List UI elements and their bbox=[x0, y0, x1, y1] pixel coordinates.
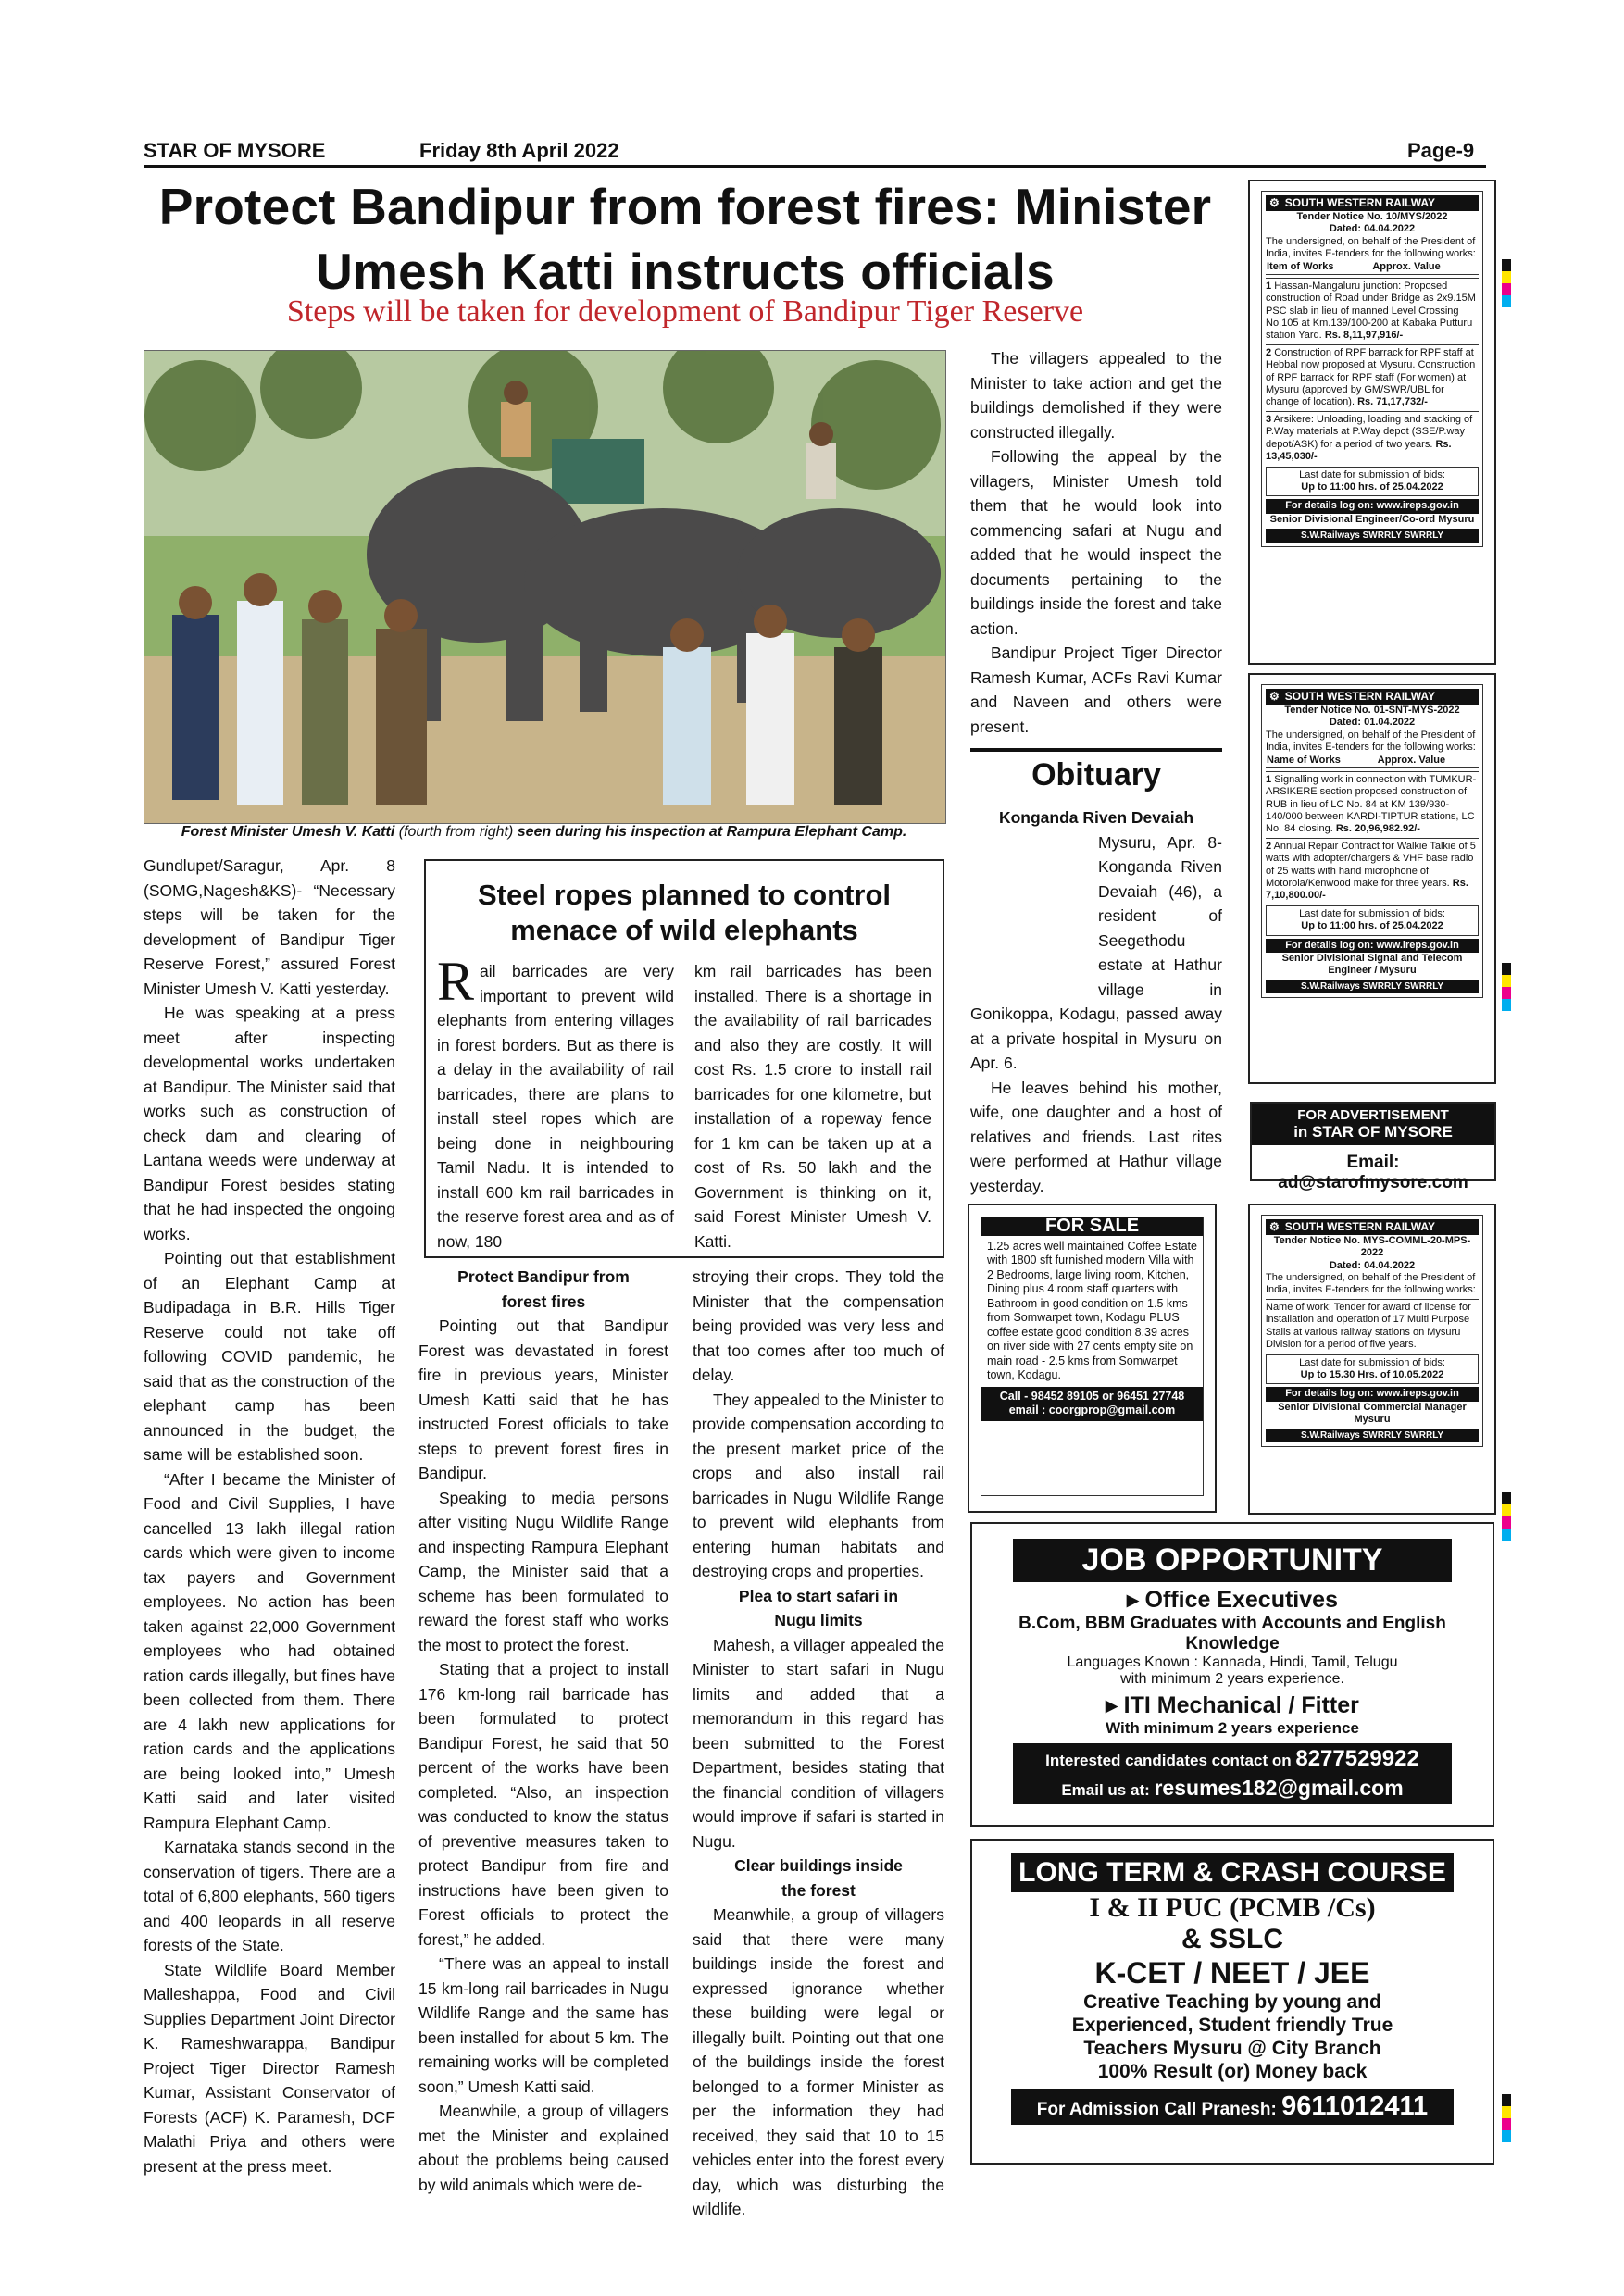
last-date-box bbox=[1266, 1354, 1479, 1384]
railway-logo-icon: ⚙ bbox=[1269, 690, 1280, 703]
course-contact bbox=[1011, 2089, 1454, 2125]
sale-title: FOR SALE bbox=[981, 1217, 1203, 1236]
paragraph: Pointing out that Bandipur Forest was devastated in forest fire in previous years, Minister Umesh Katti said that he has instructed Forest officials to take steps to prevent forest fires in Bandipur. bbox=[418, 1316, 668, 1482]
course-line-6: Teachers Mysuru @ City Branch bbox=[1083, 2038, 1381, 2059]
sidebar-column-2 bbox=[694, 959, 931, 1254]
subheading-buildings: Clear buildings inside the forest bbox=[734, 1856, 903, 1900]
sidebar-text-1: ail barricades are very important to prevent wild elephants from entering villages in forest borders. But as there is a delay in the availability of rail barricades, there are plans to install steel ropes which are being done in neighbouring Tamil Nadu. It is intended to install 600 km rail barricades in the reserve forest area and as of now, 180 bbox=[437, 962, 674, 1251]
railway-name: SOUTH WESTERN RAILWAY bbox=[1284, 690, 1435, 703]
job-requirement: B.Com, BBM Graduates with Accounts and English Knowledge bbox=[1018, 1614, 1446, 1653]
paragraph: The villagers appealed to the Minister to take action and get the buildings demolished if they were constructed illegally. bbox=[970, 349, 1222, 442]
item-no: 1 bbox=[1266, 774, 1272, 786]
tender-intro: The undersigned, on behalf of the President of India, invites E-tenders for the following works: bbox=[1266, 235, 1476, 259]
color-marks-middle bbox=[1502, 1492, 1511, 1541]
job-languages: Languages Known : Kannada, Hindi, Tamil, Telugu bbox=[1067, 1654, 1398, 1670]
course-contact-label: For Admission Call Pranesh: bbox=[1036, 2100, 1282, 2119]
railway-logo-icon: ⚙ bbox=[1269, 196, 1280, 209]
railway-banner bbox=[1266, 1219, 1479, 1235]
caption-part-2: (fourth from right) bbox=[398, 824, 514, 840]
article-column-2 bbox=[418, 1265, 668, 2197]
item-value: Rs. 13,45,030/- bbox=[1266, 438, 1452, 462]
course-ad bbox=[970, 1839, 1494, 2165]
course-line-5: Experienced, Student friendly True bbox=[1071, 2015, 1393, 2036]
item-work: Annual Repair Contract for Walkie Talkie of 5 watts with adopter/chargers & VHF base radio of 25 watts with hand microphone of Motorola/Kenwood make for three years. bbox=[1266, 841, 1476, 889]
paragraph: State Wildlife Board Member Malleshappa, Food and Civil Supplies Department Joint Director K. Rameshwarappa, Bandipur Project Tiger Director Ramesh Kumar, Assistant Conservator of Forests (ACF) K. Paramesh, DCF Malathi Priya and others were present at the press meet. bbox=[144, 1960, 395, 2176]
course-line-4: Creative Teaching by young and bbox=[1083, 1991, 1381, 2013]
tender-number: Tender Notice No. MYS-COMML-20-MPS-2022 bbox=[1273, 1235, 1471, 1259]
obituary-name: Konganda Riven Devaiah bbox=[998, 808, 1194, 827]
tender-number: Tender Notice No. 01-SNT-MYS-2022 bbox=[1284, 705, 1460, 717]
article-column-3 bbox=[693, 1265, 944, 2222]
item-no: 2 bbox=[1266, 347, 1272, 359]
role-2-label: ITI Mechanical / Fitter bbox=[1123, 1692, 1359, 1718]
tender-number: Tender Notice No. 10/MYS/2022 bbox=[1296, 211, 1448, 223]
advt-line-2: in STAR OF MYSORE bbox=[1252, 1123, 1494, 1145]
item-work: Signalling work in connection with TUMKUR-ARSIKERE section proposed construction of RUB in lieu of LC No. 84 at KM 139/930-140/000 between KARDI-TIPTUR stations, LC No. 84 closing. bbox=[1266, 774, 1477, 835]
social-handles: S.W.Railways SWRRLY SWRRLY bbox=[1266, 529, 1479, 543]
sidebar-column-1 bbox=[437, 951, 674, 1254]
job-contact bbox=[1013, 1743, 1452, 1775]
tender-item bbox=[1266, 411, 1479, 463]
photo-caption bbox=[144, 824, 944, 841]
tender-item bbox=[1266, 838, 1479, 902]
railway-tender-ad-2 bbox=[1248, 673, 1496, 1084]
advertisement-contact-box bbox=[1250, 1102, 1496, 1192]
header-rule bbox=[144, 165, 1486, 168]
sidebar-title: Steel ropes planned to control menace of wild elephants bbox=[477, 879, 892, 946]
course-line-1: I & II PUC (PCMB /Cs) bbox=[1089, 1892, 1376, 1923]
course-line-3: K-CET / NEET / JEE bbox=[1094, 1956, 1370, 1990]
tender-intro: The undersigned, on behalf of the President of India, invites E-tenders for the following works: bbox=[1266, 1271, 1476, 1296]
paragraph: Bandipur Project Tiger Director Ramesh Kumar, ACFs Ravi Kumar and Naveen and others were present. bbox=[970, 643, 1222, 736]
item-work: Construction of RPF barrack for RPF staff at Hebbal now proposed at Mysuru. Construction of RPF barrack for RPF staff (For women) at Mysuru (approved by GM/SWR/UBL for change of location). bbox=[1266, 347, 1476, 408]
last-date-label: Last date for submission of bids: bbox=[1299, 908, 1445, 920]
paragraph: “After I became the Minister of Food and Civil Supplies, I have cancelled 13 lakh illegal ration cards which were given to income tax payers and Government employees. No action has been taken against 22,000 Government employees who had obtained ration cards illegally, but fines have been collected from them. There are 4 lakh new applications for ration cards and the applications are being looked into,” Umesh Katti said and later visited Rampura Elephant Camp. bbox=[144, 1469, 395, 1832]
color-marks-upper bbox=[1502, 963, 1511, 1011]
tender-table bbox=[1266, 754, 1479, 768]
tender-item: Name of work: Tender for award of license for installation and operation of 17 Multi Purpose Stalls at various railway stations on Mysuru Division for a period of five years. bbox=[1266, 1299, 1479, 1351]
course-title: LONG TERM & CRASH COURSE bbox=[1011, 1853, 1454, 1892]
page-number: Page-9 bbox=[1407, 139, 1475, 162]
subheading-safari: Plea to start safari in Nugu limits bbox=[738, 1586, 899, 1629]
details-link: For details log on: www.ireps.gov.in bbox=[1266, 1387, 1479, 1401]
officer: Senior Divisional Commercial Manager Mysuru bbox=[1278, 1401, 1467, 1425]
tender-item bbox=[1266, 344, 1479, 408]
subheading-protect: Protect Bandipur from forest fires bbox=[457, 1267, 630, 1311]
paragraph: Stating that a project to install 176 km-long rail barricade has been formulated to protect Bandipur Forest, he said that 50 percent of the works have been completed. “Also, an inspection was conducted to know the status of preventive measures taken to protect Bandipur from fire and instructions have been given to Forest officials to protect the forest,” he added. bbox=[418, 1660, 668, 1949]
obituary-text-2: He leaves behind his mother, wife, one daughter and a host of relatives and friends. Last rites were performed at Hathur village yesterday. bbox=[970, 1078, 1222, 1195]
course-line-7: 100% Result (or) Money back bbox=[1097, 2061, 1368, 2082]
arrow-right-icon: ▸ bbox=[1106, 1692, 1118, 1718]
col-header: Approx. Value bbox=[1371, 260, 1479, 275]
item-no: 3 bbox=[1266, 414, 1272, 426]
paragraph: Meanwhile, a group of villagers met the Minister and explained about the problems being caused by wild animals which were de- bbox=[418, 2102, 668, 2194]
col-header: Item of Works bbox=[1266, 260, 1371, 275]
job-experience-2: With minimum 2 years experience bbox=[1106, 1719, 1359, 1737]
role-1-label: Office Executives bbox=[1144, 1587, 1338, 1613]
job-role-1 bbox=[1013, 1586, 1452, 1614]
railway-banner bbox=[1266, 195, 1479, 211]
paragraph: Speaking to media persons after visiting Nugu Wildlife Range and inspecting Rampura Elephant Camp, the Minister said that a scheme has been formulated to reward the forest staff who works the most to protect the forest. bbox=[418, 1488, 668, 1654]
caption-part-1: Forest Minister Umesh V. Katti bbox=[181, 824, 399, 840]
paragraph: Gundlupet/Saragur, Apr. 8 (SOMG,Nagesh&KS)- “Necessary steps will be taken for the development of Bandipur Tiger Reserve Forest,” assured Forest Minister Umesh V. Katti yesterday. bbox=[144, 856, 395, 998]
tender-date: Dated: 04.04.2022 bbox=[1329, 1259, 1416, 1271]
item-no: 1 bbox=[1266, 281, 1272, 293]
railway-logo-icon: ⚙ bbox=[1269, 1220, 1280, 1233]
item-no: 2 bbox=[1266, 841, 1272, 853]
advt-email: Email: ad@starofmysore.com bbox=[1278, 1153, 1468, 1192]
paragraph: stroying their crops. They told the Minister that the compensation being provided was very less and that too comes after too much of delay. bbox=[693, 1267, 944, 1384]
paragraph: “There was an appeal to install 15 km-long rail barricades in Nugu Wildlife Range and the same has been installed for about 5 km. The remaining works will be completed soon,” Umesh Katti said. bbox=[418, 1954, 668, 2096]
job-title: JOB OPPORTUNITY bbox=[1013, 1539, 1452, 1582]
article-headline: Protect Bandipur from forest fires: Minister Umesh Katti instructs officials bbox=[158, 178, 1212, 300]
paragraph: Meanwhile, a group of villagers said that there were many buildings inside the forest and expressed ignorance whether these building were legal or illegally built. Pointing out that one of the buildings inside the forest belonged to a former Minister as per the information they had received, they said that 10 to 15 vehicles enter into the forest every day, which was disturbing the wildlife. bbox=[693, 1905, 944, 2218]
social-handles: S.W.Railways SWRRLY SWRRLY bbox=[1266, 980, 1479, 993]
masthead-name: STAR OF MYSORE bbox=[144, 139, 326, 162]
railway-tender-ad-3 bbox=[1248, 1204, 1496, 1515]
obituary-text: Mysuru, Apr. 8- Konganda Riven Devaiah (46), a resident of Seegethodu estate at Hathur village in Gonikoppa, Kodagu, passed away at a private hospital in Mysuru on Apr. 6. bbox=[970, 832, 1222, 1072]
last-date-value: Up to 11:00 hrs. of 25.04.2022 bbox=[1301, 481, 1443, 493]
paragraph: Karnataka stands second in the conservation of tigers. There are a total of 6,800 elephants, 560 tigers and 400 leopards in all reserve forests of the State. bbox=[144, 1838, 395, 1954]
tender-item bbox=[1266, 771, 1479, 835]
drop-cap: R bbox=[437, 951, 475, 1012]
article-column-4 bbox=[970, 346, 1222, 739]
col-header: Name of Works bbox=[1266, 754, 1377, 768]
job-experience-1: with minimum 2 years experience. bbox=[1120, 1671, 1344, 1687]
sidebar-text-2: km rail barricades has been installed. There is a shortage in the availability of rail barricades and also they are costly. It will cost Rs. 1.5 crore to install rail barricades for one kilometre, but installation of a ropeway fence for 1 km can be taken up at a cost of Rs. 50 lakh and the Government is thinking on it, said Forest Minister Umesh V. Katti. bbox=[694, 962, 931, 1251]
item-work: Arsikere: Unloading, loading and stacking of P.Way materials at P.Way depot (SSE/P.way depot/ASK) for a period of two years. bbox=[1266, 414, 1473, 450]
tender-intro: The undersigned, on behalf of the President of India, invites E-tenders for the following works: bbox=[1266, 729, 1476, 753]
color-marks-top bbox=[1502, 259, 1511, 307]
item-work: Hassan-Mangaluru junction: Proposed construction of Road under Bridge as 2x9.15M PSC slab in lieu of manned Level Crossing No.105 at Km.139/100-200 at Kabaka Putturu station Yard. bbox=[1266, 281, 1476, 342]
course-line-2: & SSLC bbox=[1181, 1924, 1283, 1954]
tender-item bbox=[1266, 278, 1479, 342]
last-date-label: Last date for submission of bids: bbox=[1299, 1357, 1445, 1369]
railway-name: SOUTH WESTERN RAILWAY bbox=[1284, 196, 1435, 209]
details-link: For details log on: www.ireps.gov.in bbox=[1266, 939, 1479, 953]
tender-table bbox=[1266, 260, 1479, 275]
paragraph: Mahesh, a villager appealed the Minister to start safari in Nugu limits and added that a memorandum in this regard has been submitted to the Forest Department, besides stating that the financial condition of villagers would improve if safari is started in Nugu. bbox=[693, 1635, 944, 1851]
railway-tender-ad-1 bbox=[1248, 180, 1496, 665]
contact-phone: 8277529922 bbox=[1295, 1746, 1419, 1771]
last-date-value: Up to 15.30 Hrs. of 10.05.2022 bbox=[1300, 1369, 1444, 1381]
social-handles: S.W.Railways SWRRLY SWRRLY bbox=[1266, 1429, 1479, 1442]
article-subhead: Steps will be taken for development of Bandipur Tiger Reserve bbox=[286, 294, 1084, 329]
job-email bbox=[1013, 1775, 1452, 1804]
paragraph: He was speaking at a press meet after inspecting developmental works undertaken at Bandipur. The Minister said that works such as construction of check dam and clearing of Lantana weeds were underway at Bandipur Forest besides stating that he had inspected the ongoing works. bbox=[144, 1004, 395, 1243]
color-marks-bottom bbox=[1502, 2094, 1511, 2142]
article-photo bbox=[144, 350, 946, 824]
railway-name: SOUTH WESTERN RAILWAY bbox=[1284, 1220, 1435, 1233]
item-value: Rs. 71,17,732/- bbox=[1357, 396, 1428, 408]
tender-date: Dated: 04.04.2022 bbox=[1329, 223, 1416, 235]
advt-line-1: FOR ADVERTISEMENT bbox=[1252, 1104, 1494, 1123]
contact-label: Interested candidates contact on bbox=[1045, 1752, 1296, 1769]
job-role-2 bbox=[1013, 1691, 1452, 1719]
course-phone: 9611012411 bbox=[1281, 2091, 1429, 2121]
paragraph: Following the appeal by the villagers, Minister Umesh told them that he would look into commencing safari at Nugu and added that he would inspect the documents pertaining to the buildings inside the forest and take action. bbox=[970, 447, 1222, 638]
issue-date: Friday 8th April 2022 bbox=[419, 139, 619, 162]
job-opportunity-ad bbox=[970, 1522, 1494, 1827]
item-value: Rs. 7,10,800.00/- bbox=[1266, 877, 1468, 902]
sale-email: email : coorgprop@gmail.com bbox=[981, 1404, 1203, 1421]
last-date-value: Up to 11:00 hrs. of 25.04.2022 bbox=[1301, 920, 1443, 932]
caption-part-3: seen during his inspection at Rampura Elephant Camp. bbox=[513, 824, 907, 840]
last-date-label: Last date for submission of bids: bbox=[1299, 469, 1445, 481]
paragraph: They appealed to the Minister to provide compensation according to the present market price of the crops and also install rail barricades in Nugu Wildlife Range to prevent wild elephants from entering human habitats and destroying crops and properties. bbox=[693, 1390, 945, 1580]
tender-date: Dated: 01.04.2022 bbox=[1329, 717, 1416, 729]
arrow-right-icon: ▸ bbox=[1127, 1587, 1139, 1613]
sale-phone: Call - 98452 89105 or 96451 27748 bbox=[981, 1387, 1203, 1404]
railway-banner bbox=[1266, 689, 1479, 705]
obituary-body bbox=[970, 805, 1222, 1198]
for-sale-ad bbox=[968, 1204, 1217, 1513]
article-column-1 bbox=[144, 854, 395, 2178]
item-value: Rs. 8,11,97,916/- bbox=[1324, 330, 1404, 342]
email-label: Email us at: bbox=[1061, 1781, 1155, 1799]
paragraph: Pointing out that establishment of an Elephant Camp at Budipadaga in B.R. Hills Tiger Reserve could not take off following COVID pandemic, he said that as the construction of the elephant camp has been announced in the budget, the same will be established soon. bbox=[144, 1249, 395, 1464]
email-value: resumes182@gmail.com bbox=[1154, 1776, 1404, 1800]
officer: Senior Divisional Engineer/Co-ord Mysuru bbox=[1269, 513, 1475, 525]
col-header: Approx. Value bbox=[1377, 754, 1479, 768]
last-date-box bbox=[1266, 467, 1479, 496]
obituary-title: Obituary bbox=[970, 748, 1222, 796]
sale-body: 1.25 acres well maintained Coffee Estate with 1800 sft furnished modern Villa with 2 Bedrooms, large living room, Kitchen, Dining plus 4 room staff quarters with Bathroom in good condition on 1.5 kms from Somwarpet town, Kodagu PLUS coffee estate good condition 8.39 acres on river side with 27 cents empty site on main road - 2.5 kms from Somwarpet town, Kodagu. bbox=[987, 1239, 1197, 1381]
steel-ropes-sidebar bbox=[424, 859, 944, 1258]
details-link: For details log on: www.ireps.gov.in bbox=[1266, 499, 1479, 513]
officer: Senior Divisional Signal and Telecom Engineer / Mysuru bbox=[1281, 952, 1463, 977]
last-date-box bbox=[1266, 905, 1479, 935]
item-value: Rs. 20,96,982.92/- bbox=[1335, 823, 1420, 835]
